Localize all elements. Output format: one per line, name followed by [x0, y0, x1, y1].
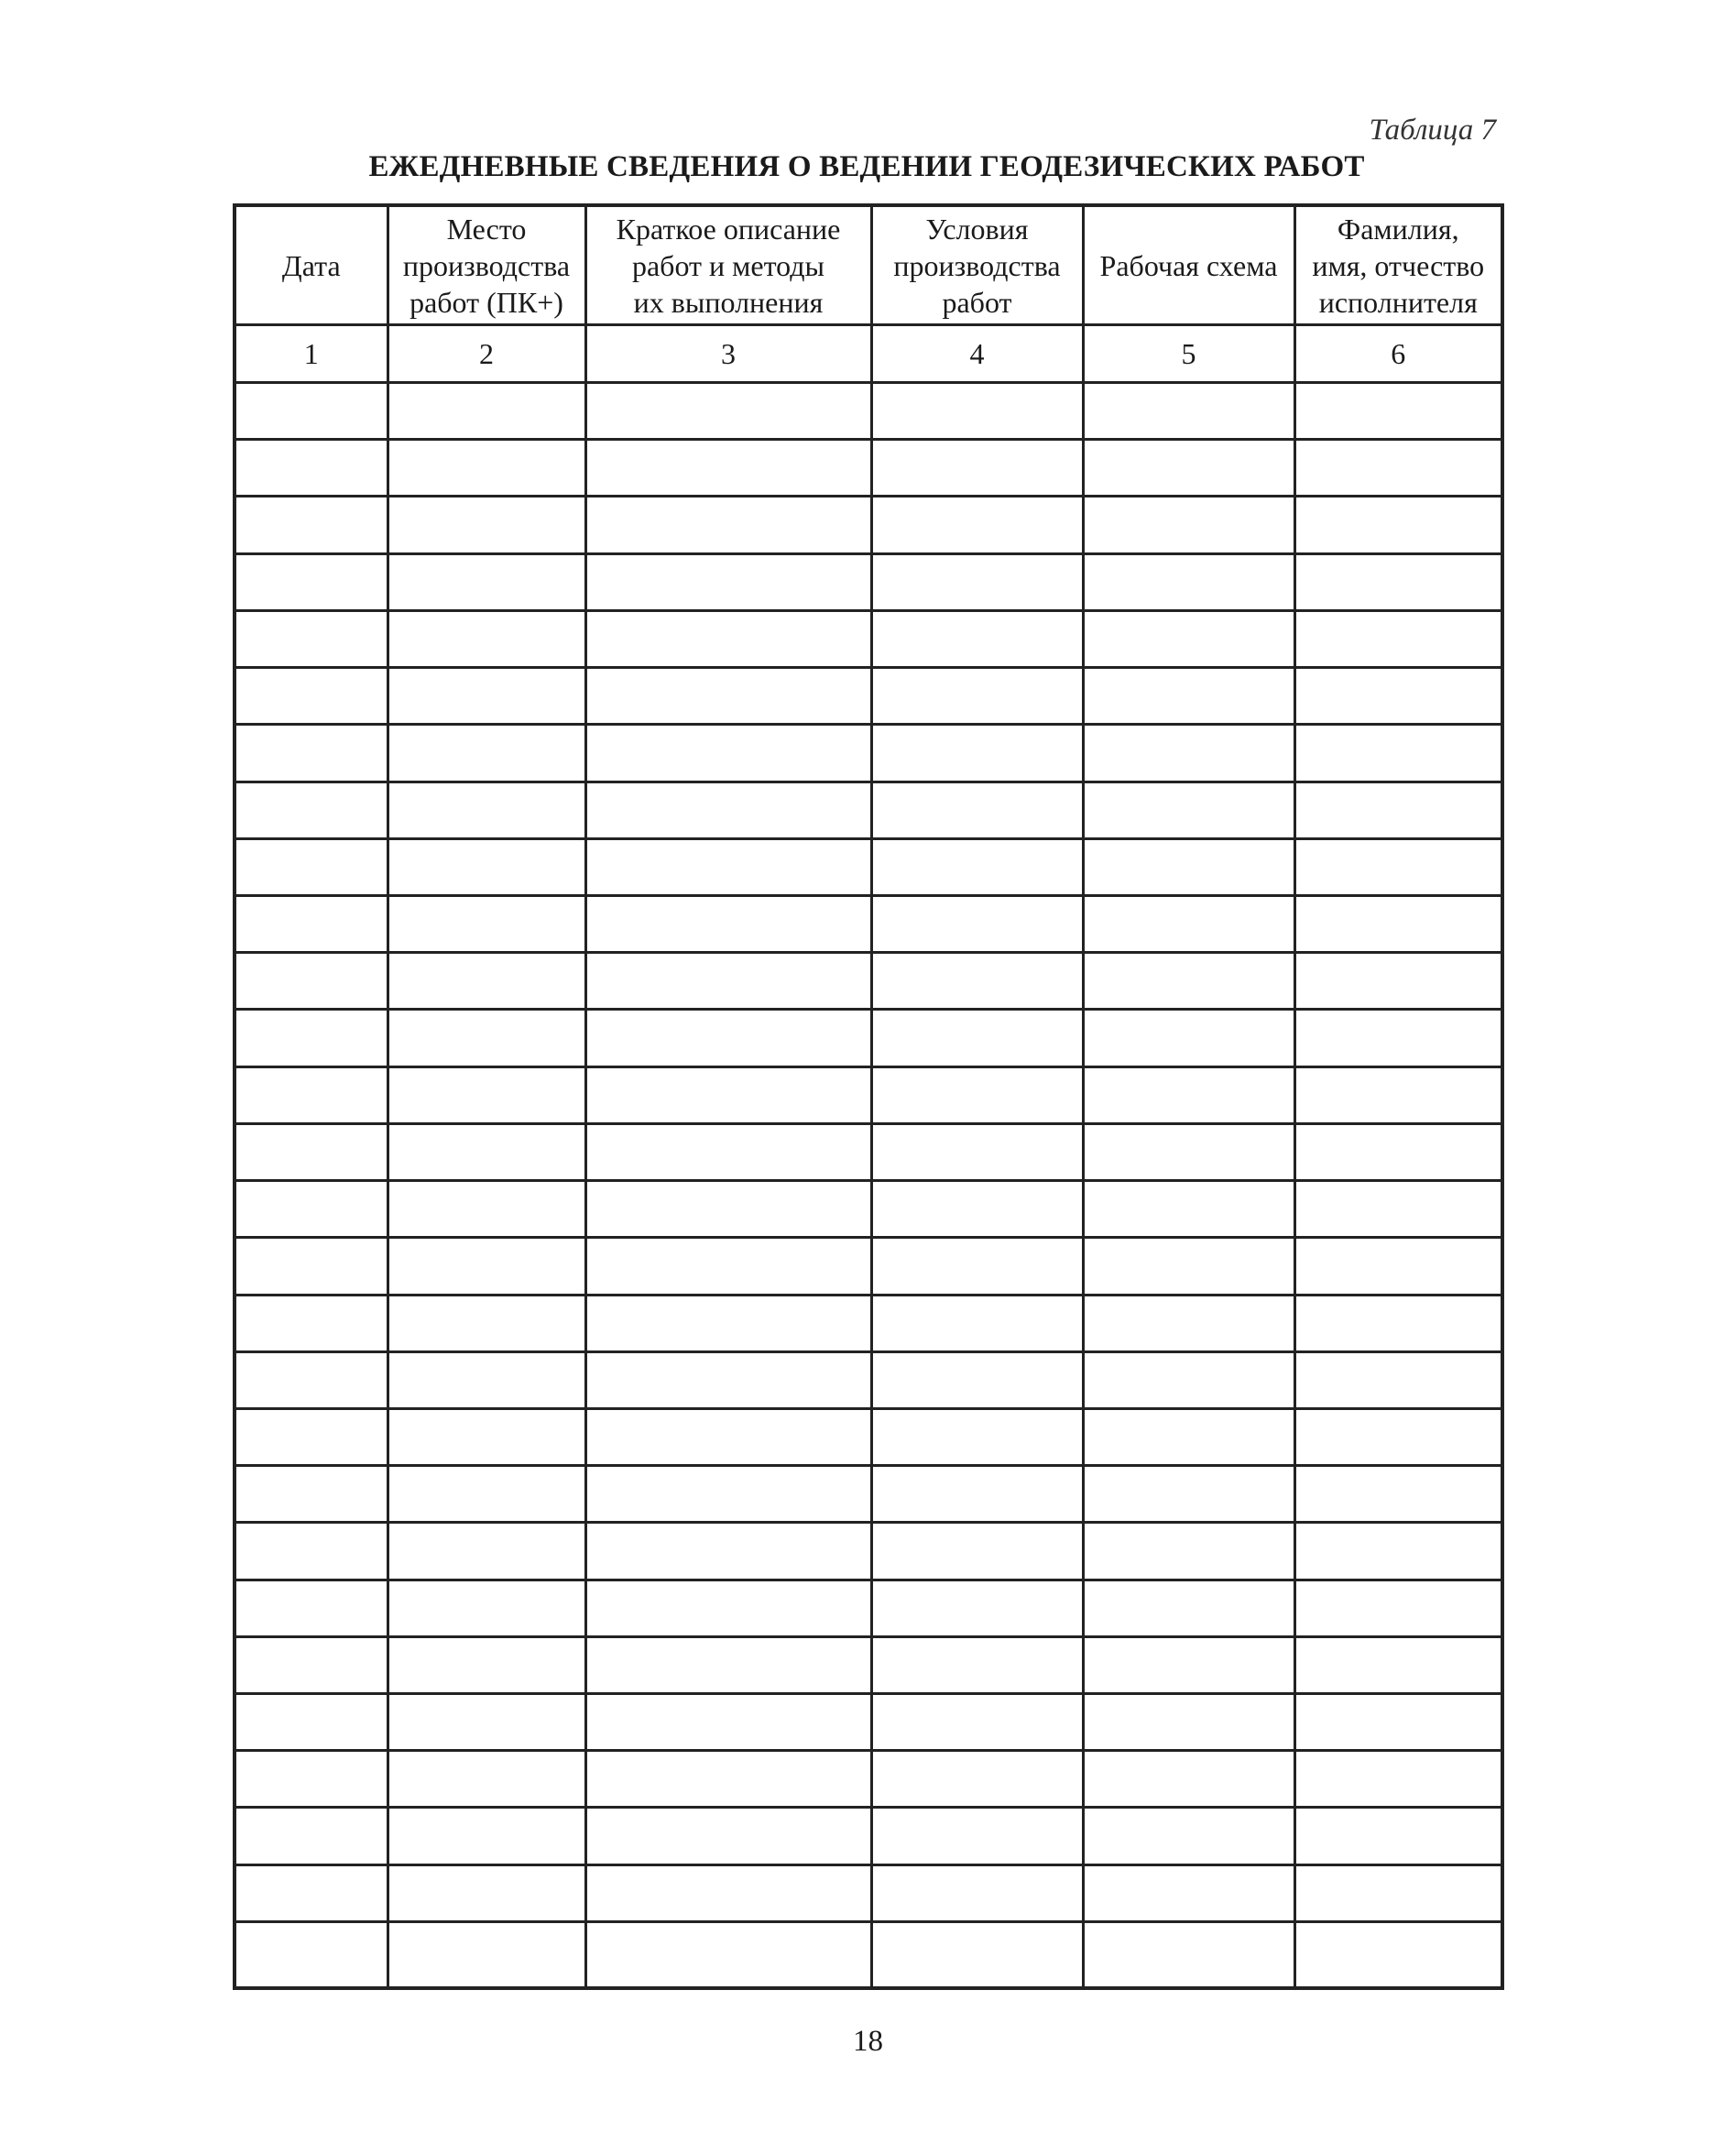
- table-cell: [871, 725, 1083, 782]
- table-cell: [585, 1351, 871, 1408]
- table-cell: [235, 1010, 388, 1066]
- table-cell: [1294, 1181, 1502, 1238]
- table-cell: [585, 1238, 871, 1295]
- table-cell: [235, 610, 388, 667]
- table-row: [235, 782, 1502, 838]
- table-cell: [1294, 1123, 1502, 1180]
- table-cell: [388, 440, 585, 497]
- table-cell: [1294, 1408, 1502, 1465]
- column-number: 4: [871, 325, 1083, 383]
- table-cell: [871, 1864, 1083, 1921]
- table-cell: [235, 838, 388, 895]
- table-cell: [1294, 782, 1502, 838]
- table-cell: [388, 725, 585, 782]
- table-cell: [1083, 1295, 1294, 1351]
- table-cell: [1294, 725, 1502, 782]
- table-cell: [585, 553, 871, 610]
- table-row: [235, 383, 1502, 440]
- table-cell: [388, 1238, 585, 1295]
- table-row: [235, 895, 1502, 952]
- column-number: 5: [1083, 325, 1294, 383]
- header-executor-name: Фамилия, имя, отчество исполнителя: [1294, 205, 1502, 325]
- table-cell: [235, 440, 388, 497]
- table-cell: [585, 1751, 871, 1808]
- table-row: [235, 1351, 1502, 1408]
- table-cell: [235, 782, 388, 838]
- page-title: ЕЖЕДНЕВНЫЕ СВЕДЕНИЯ О ВЕДЕНИИ ГЕОДЕЗИЧЕСКИХ РАБОТ: [368, 150, 1365, 183]
- table-cell: [871, 1636, 1083, 1693]
- table-cell: [871, 953, 1083, 1010]
- page-number: 18: [853, 2025, 883, 2058]
- table-cell: [388, 1864, 585, 1921]
- table-cell: [585, 668, 871, 725]
- table-cell: [871, 1466, 1083, 1523]
- table-cell: [235, 1921, 388, 1988]
- table-cell: [388, 1351, 585, 1408]
- table-cell: [1294, 1580, 1502, 1636]
- table-cell: [388, 1010, 585, 1066]
- table-row: [235, 1864, 1502, 1921]
- table-cell: [871, 497, 1083, 553]
- table-cell: [1294, 440, 1502, 497]
- table-row: [235, 1580, 1502, 1636]
- table-cell: [1294, 383, 1502, 440]
- table-cell: [871, 1694, 1083, 1751]
- table-cell: [1083, 1580, 1294, 1636]
- table-cell: [1083, 440, 1294, 497]
- table-cell: [585, 1808, 871, 1864]
- table-cell: [871, 895, 1083, 952]
- column-number-row: [235, 325, 1502, 383]
- table-cell: [585, 1921, 871, 1988]
- table-cell: [388, 1580, 585, 1636]
- table-row: [235, 1295, 1502, 1351]
- table-row: [235, 725, 1502, 782]
- table-cell: [388, 782, 585, 838]
- table-cell: [1294, 953, 1502, 1010]
- table-cell: [1083, 497, 1294, 553]
- table-row: [235, 1181, 1502, 1238]
- table-cell: [235, 553, 388, 610]
- table-cell: [1083, 782, 1294, 838]
- column-number: 3: [585, 325, 871, 383]
- table-cell: [235, 895, 388, 952]
- table-row: [235, 1921, 1502, 1988]
- table-cell: [1083, 1694, 1294, 1751]
- table-cell: [871, 553, 1083, 610]
- table-cell: [388, 1808, 585, 1864]
- table-cell: [1294, 1295, 1502, 1351]
- table-cell: [871, 1580, 1083, 1636]
- table-cell: [388, 1181, 585, 1238]
- table-cell: [585, 1523, 871, 1580]
- header-work-conditions: Условия производства работ: [871, 205, 1083, 325]
- table-cell: [585, 610, 871, 667]
- table-cell: [585, 1864, 871, 1921]
- table-cell: [1083, 1123, 1294, 1180]
- table-cell: [585, 440, 871, 497]
- table-cell: [1083, 1408, 1294, 1465]
- table-cell: [235, 1238, 388, 1295]
- table-cell: [871, 1351, 1083, 1408]
- table-cell: [1294, 1921, 1502, 1988]
- table-cell: [585, 1123, 871, 1180]
- column-number: 6: [1294, 325, 1502, 383]
- table-body: [235, 383, 1502, 1989]
- table-cell: [871, 1921, 1083, 1988]
- header-row: [235, 205, 1502, 325]
- table-cell: [1294, 1523, 1502, 1580]
- table-cell: [1294, 1864, 1502, 1921]
- table-cell: [388, 383, 585, 440]
- header-work-description: Краткое описание работ и методы их выполнения: [585, 205, 871, 325]
- table-cell: [585, 1295, 871, 1351]
- table-row: [235, 1466, 1502, 1523]
- table-cell: [1083, 1066, 1294, 1123]
- table-row: [235, 610, 1502, 667]
- table-cell: [585, 1408, 871, 1465]
- table-cell: [1083, 1181, 1294, 1238]
- table-cell: [1294, 1636, 1502, 1693]
- table-cell: [585, 497, 871, 553]
- header-work-scheme: Рабочая схема: [1083, 205, 1294, 325]
- table-cell: [1083, 725, 1294, 782]
- table-row: [235, 1751, 1502, 1808]
- table-cell: [1083, 383, 1294, 440]
- table-cell: [235, 1523, 388, 1580]
- table-cell: [1294, 838, 1502, 895]
- table-cell: [235, 1580, 388, 1636]
- table-row: [235, 1523, 1502, 1580]
- table-cell: [388, 1751, 585, 1808]
- table-cell: [235, 953, 388, 1010]
- table-cell: [235, 1751, 388, 1808]
- table-row: [235, 1636, 1502, 1693]
- table-cell: [235, 383, 388, 440]
- table-cell: [388, 668, 585, 725]
- table-cell: [1083, 1751, 1294, 1808]
- table-cell: [1294, 1351, 1502, 1408]
- table-cell: [1294, 1694, 1502, 1751]
- table-cell: [388, 895, 585, 952]
- table-cell: [1294, 895, 1502, 952]
- table-cell: [871, 1010, 1083, 1066]
- table-cell: [388, 553, 585, 610]
- table-cell: [871, 838, 1083, 895]
- table-cell: [871, 668, 1083, 725]
- table-cell: [235, 1694, 388, 1751]
- table-row: [235, 553, 1502, 610]
- table-cell: [1083, 1238, 1294, 1295]
- table-cell: [1083, 668, 1294, 725]
- table-cell: [388, 1466, 585, 1523]
- table-cell: [585, 895, 871, 952]
- table-row: [235, 1238, 1502, 1295]
- table-cell: [871, 1808, 1083, 1864]
- table-cell: [388, 1295, 585, 1351]
- table-cell: [235, 1295, 388, 1351]
- table-cell: [585, 1694, 871, 1751]
- table-cell: [388, 1408, 585, 1465]
- table-cell: [1294, 1238, 1502, 1295]
- table-cell: [871, 1408, 1083, 1465]
- table-cell: [388, 1921, 585, 1988]
- table-cell: [585, 838, 871, 895]
- table-row: [235, 668, 1502, 725]
- table-cell: [1083, 838, 1294, 895]
- table-cell: [235, 1636, 388, 1693]
- table-cell: [1083, 610, 1294, 667]
- table-cell: [871, 1123, 1083, 1180]
- table-cell: [235, 1351, 388, 1408]
- table-row: [235, 1066, 1502, 1123]
- table-cell: [235, 1408, 388, 1465]
- table-cell: [235, 1123, 388, 1180]
- table-cell: [388, 1523, 585, 1580]
- header-date: Дата: [235, 205, 388, 325]
- table-cell: [1294, 1751, 1502, 1808]
- column-number: 1: [235, 325, 388, 383]
- table-cell: [871, 1238, 1083, 1295]
- table-cell: [1083, 1636, 1294, 1693]
- table-cell: [235, 725, 388, 782]
- table-cell: [871, 1751, 1083, 1808]
- column-number: 2: [388, 325, 585, 383]
- table-cell: [388, 497, 585, 553]
- table-cell: [585, 782, 871, 838]
- table-cell: [1294, 553, 1502, 610]
- table-cell: [1083, 1466, 1294, 1523]
- table-cell: [235, 1808, 388, 1864]
- table-cell: [1083, 1010, 1294, 1066]
- table-row: [235, 1123, 1502, 1180]
- table-cell: [235, 497, 388, 553]
- table-row: [235, 497, 1502, 553]
- table-cell: [585, 1010, 871, 1066]
- table-cell: [1083, 1864, 1294, 1921]
- table-cell: [388, 838, 585, 895]
- table-cell: [388, 1066, 585, 1123]
- table-cell: [585, 1636, 871, 1693]
- table-row: [235, 440, 1502, 497]
- table-cell: [585, 1580, 871, 1636]
- table-cell: [1083, 1808, 1294, 1864]
- header-work-location: Место производства работ (ПК+): [388, 205, 585, 325]
- table-cell: [235, 1066, 388, 1123]
- table-row: [235, 1808, 1502, 1864]
- table-cell: [1083, 953, 1294, 1010]
- table-cell: [1294, 668, 1502, 725]
- table-cell: [1294, 497, 1502, 553]
- table-cell: [1294, 1466, 1502, 1523]
- table-row: [235, 1694, 1502, 1751]
- table-cell: [871, 1066, 1083, 1123]
- table-cell: [388, 610, 585, 667]
- table-cell: [871, 383, 1083, 440]
- table-cell: [871, 610, 1083, 667]
- table-cell: [871, 1181, 1083, 1238]
- table-cell: [1083, 553, 1294, 610]
- table-row: [235, 953, 1502, 1010]
- table-cell: [585, 725, 871, 782]
- table-cell: [1083, 895, 1294, 952]
- table-cell: [585, 1466, 871, 1523]
- table-cell: [235, 1181, 388, 1238]
- table-cell: [585, 953, 871, 1010]
- table-caption: Таблица 7: [1369, 114, 1496, 147]
- table-cell: [388, 1636, 585, 1693]
- table-row: [235, 838, 1502, 895]
- table-cell: [1294, 1066, 1502, 1123]
- table-cell: [1294, 1808, 1502, 1864]
- survey-log-table: [233, 203, 1504, 1990]
- table-cell: [235, 668, 388, 725]
- table-cell: [235, 1864, 388, 1921]
- table-cell: [388, 953, 585, 1010]
- table-cell: [871, 1523, 1083, 1580]
- table-cell: [1294, 610, 1502, 667]
- table-cell: [585, 383, 871, 440]
- table-row: [235, 1010, 1502, 1066]
- table-cell: [871, 782, 1083, 838]
- table-cell: [585, 1181, 871, 1238]
- table-cell: [871, 440, 1083, 497]
- table-cell: [1083, 1351, 1294, 1408]
- table-cell: [388, 1694, 585, 1751]
- table-cell: [235, 1466, 388, 1523]
- table-row: [235, 1408, 1502, 1465]
- table-cell: [1294, 1010, 1502, 1066]
- table-cell: [1083, 1523, 1294, 1580]
- table-cell: [871, 1295, 1083, 1351]
- table-cell: [585, 1066, 871, 1123]
- table-cell: [388, 1123, 585, 1180]
- table-cell: [1083, 1921, 1294, 1988]
